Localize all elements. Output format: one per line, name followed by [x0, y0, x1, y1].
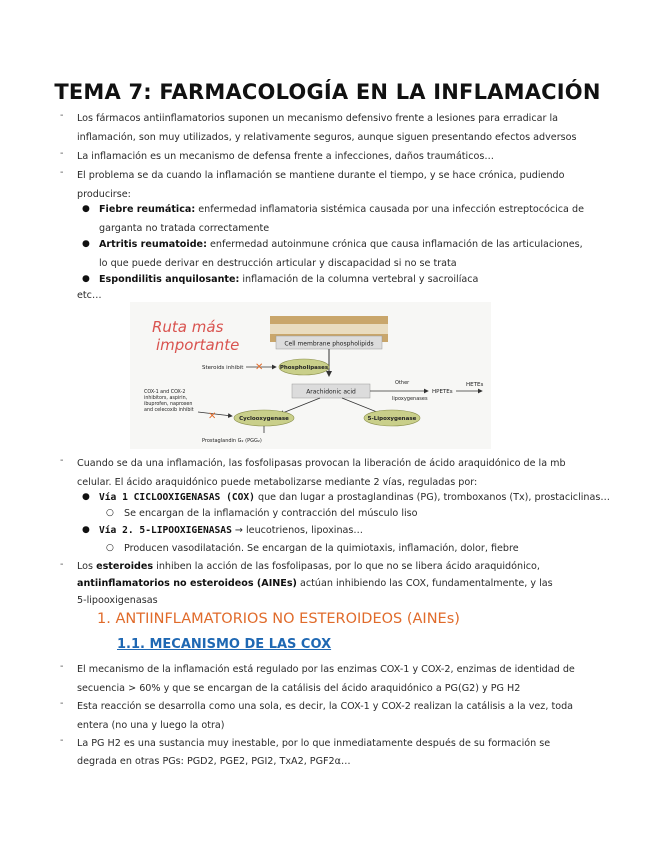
cox-inhibitors-label: ibuprofen, naproxen [144, 402, 193, 407]
disease-desc: enfermedad inflamatoria sistémica causada por una infección estreptocócica de [195, 204, 584, 215]
arachidonic-node: Arachidonic acid [306, 388, 356, 396]
hpetes-label: HPETEs [432, 389, 453, 395]
intro-p3-line2: producirse: [77, 189, 131, 200]
mech-p2-line2: entera (no una y luego la otra) [77, 720, 225, 731]
steroids-label: Steroids inhibit [202, 365, 244, 371]
text-run: Los [77, 561, 97, 572]
handwritten-note: importante [156, 336, 240, 354]
handwritten-note: Ruta más [152, 318, 224, 336]
disease-desc-cont: lo que puede derivar en destrucción articular y discapacidad si no se trata [99, 258, 457, 269]
mech-p1-line2: secuencia > 60% y que se encargan de la catálisis del ácido araquidónico a PG(G2) y PG H2 [77, 683, 521, 694]
text-run-bold: antiinflamatorios no esteroideos (AINEs) [77, 578, 297, 589]
pathway-item-lipox [99, 521, 363, 540]
section-heading-1-1: 1.1. MECANISMO DE LAS COX [117, 637, 332, 652]
dash-marker: - [60, 661, 64, 672]
other-lipox-label: Other [395, 380, 410, 386]
pathway-name: Vía 2. 5-LIPOOXIGENASAS [99, 525, 232, 536]
pathway-sub-lipox: Producen vasodilatación. Se encargan de la quimiotaxis, inflamación, dolor, fiebre [124, 543, 519, 554]
page-title: TEMA 7: FARMACOLOGÍA EN LA INFLAMACIÓN [54, 80, 601, 104]
bullet-dot-icon: ● [82, 239, 90, 249]
disease-item-fiebre [99, 200, 584, 219]
inhibit-x-icon: ✕ [255, 362, 264, 373]
intro-p3-line1: El problema se da cuando la inflamación se mantiene durante el tiempo, y se hace crónica, pudiendo [77, 170, 565, 181]
dash-marker: - [60, 559, 64, 570]
bullet-circle-icon: ○ [106, 508, 114, 518]
cox-inhibitors-label: and celecoxib inhibit [144, 408, 194, 413]
bullet-dot-icon: ● [82, 525, 90, 535]
pathway-desc: que dan lugar a prostaglandinas (PG), tromboxanos (Tx), prostaciclinas… [254, 492, 610, 503]
disease-item-artritis [99, 235, 583, 254]
text-run-bold: esteroides [96, 561, 154, 572]
mech-p3-line1: La PG H2 es una sustancia muy inestable, por lo que inmediatamente después de su formación se [77, 738, 551, 749]
dash-marker: - [60, 735, 64, 746]
bullet-circle-icon: ○ [106, 543, 114, 553]
after-p2-line3: 5-lipooxigenasas [77, 595, 158, 606]
other-lipox-label: lipoxygenases [392, 396, 428, 402]
arachidonic-pathway-diagram [130, 302, 491, 449]
disease-name: Fiebre reumática: [99, 204, 196, 215]
pathway-desc: → leucotrienos, lipoxinas… [231, 525, 364, 536]
cyclooxygenase-node: Cyclooxygenase [239, 416, 289, 422]
pathway-sub-cox: Se encargan de la inflamación y contracción del músculo liso [124, 508, 418, 519]
after-p1-line1: Cuando se da una inflamación, las fosfolipasas provocan la liberación de ácido araquidónico de la mb [77, 458, 566, 469]
cox-inhibitors-label: inhibitors, aspirin, [144, 396, 188, 401]
text-run: inhiben la acción de las fosfolipasas, por lo que no se libera ácido araquidónico, [153, 561, 540, 572]
intro-p1-line2: inflamación, son muy utilizados, y relativamente seguros, aunque siguen presentando efectos adversos [77, 132, 577, 143]
intro-p1-line1: Los fármacos antiinflamatorios suponen un mecanismo defensivo frente a lesiones para erradicar la [77, 113, 559, 124]
dash-marker: - [60, 455, 64, 466]
disease-item-espondilitis [99, 270, 478, 289]
mech-p3-line2: degrada en otras PGs: PGD2, PGE2, PGI2, TxA2, PGF2α… [77, 756, 351, 767]
disease-desc: inflamación de la columna vertebral y sacroilíaca [239, 274, 479, 285]
intro-p2: La inflamación es un mecanismo de defensa frente a infecciones, daños traumáticos… [77, 151, 494, 162]
disease-desc-cont: garganta no tratada correctamente [99, 223, 270, 234]
bullet-dot-icon: ● [82, 204, 90, 214]
lipoxygenase-node: 5-Lipoxygenase [367, 416, 417, 422]
cox-inhibitors-label: COX-1 and COX-2 [144, 390, 186, 395]
inhibit-x-icon: ✕ [208, 411, 217, 422]
hetes-label: HETEs [466, 382, 484, 388]
pgg2-label: Prostaglandin G₂ (PGG₂) [202, 438, 262, 444]
disease-desc: enfermedad autoinmune crónica que causa inflamación de las articulaciones, [206, 239, 583, 250]
section-heading-1: 1. ANTIINFLAMATORIOS NO ESTEROIDEOS (AINEs) [97, 611, 460, 627]
disease-name: Artritis reumatoide: [99, 239, 207, 250]
dash-marker: - [60, 148, 64, 159]
mech-p2-line1: Esta reacción se desarrolla como una sola, es decir, la COX-1 y COX-2 realizan la catálisis a la vez, toda [77, 701, 574, 712]
bullet-dot-icon: ● [82, 274, 90, 284]
pathway-name: Vía 1 CICLOOXIGENASAS (COX) [99, 492, 255, 503]
after-p1-line2: celular. El ácido araquidónico puede metabolizarse mediante 2 vías, reguladas por: [77, 477, 478, 488]
dash-marker: - [60, 698, 64, 709]
mech-p1-line1: El mecanismo de la inflamación está regulado por las enzimas COX-1 y COX-2, enzimas de identidad de [77, 664, 575, 675]
text-run: actúan inhibiendo las COX, fundamentalmente, y las [296, 578, 553, 589]
phospholipases-node: Phospholipases [279, 365, 329, 371]
etc-text: etc… [77, 290, 102, 301]
dash-marker: - [60, 110, 64, 121]
bullet-dot-icon: ● [82, 492, 90, 502]
disease-name: Espondilitis anquilosante: [99, 274, 240, 285]
dash-marker: - [60, 167, 64, 178]
membrane-label: Cell membrane phospholipids [284, 340, 374, 348]
